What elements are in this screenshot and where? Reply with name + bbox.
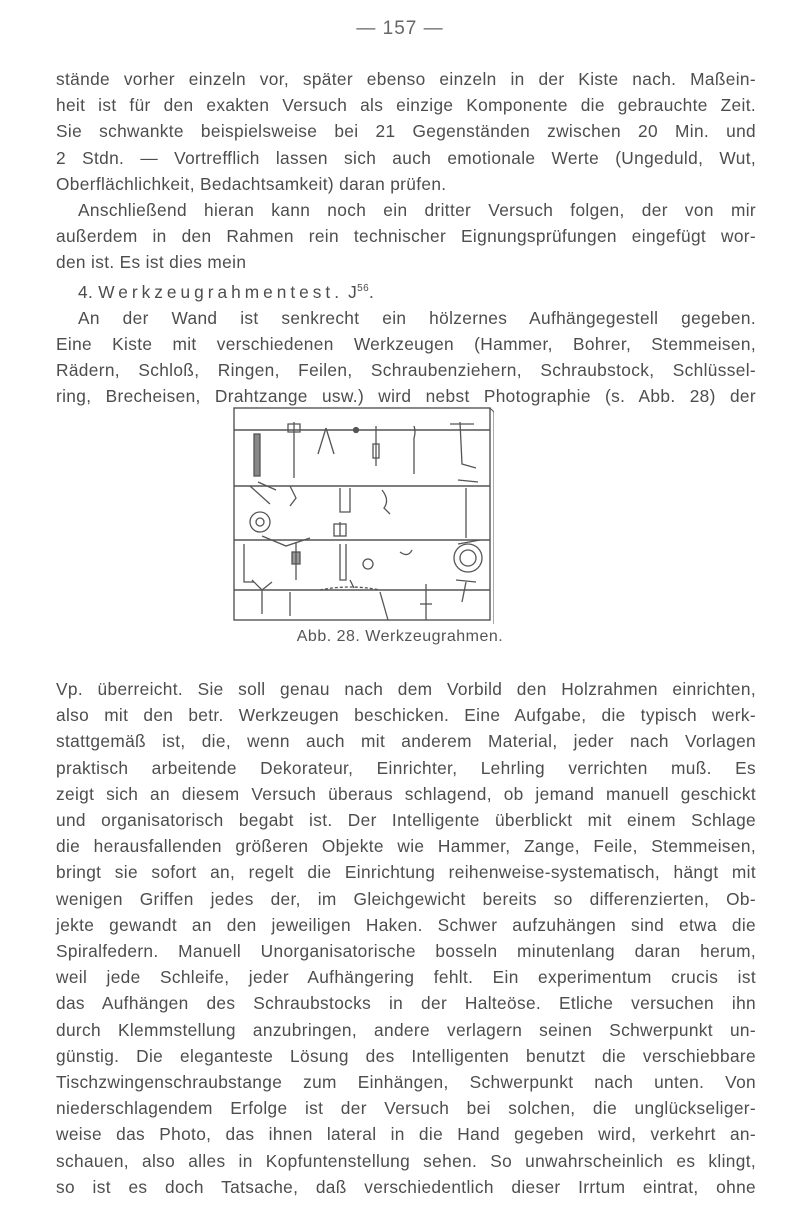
tools-row-3: [244, 536, 482, 582]
tools-row-2: [250, 480, 478, 538]
text-line: 2 Stdn. — Vortrefflich lassen sich auch emotionale Werte (Ungeduld, Wut,: [56, 147, 756, 168]
text-line: stände vorher einzeln vor, später ebenso einzeln in der Kiste nach. Maßein-: [56, 69, 756, 89]
section-title: Werkzeugrahmentest.: [98, 281, 344, 302]
text-line: Sie schwankte beispielsweise bei 21 Gegenständen zwischen 20 Min. und: [56, 121, 756, 142]
figure-caption: Abb. 28. Werkzeugrahmen.: [296, 628, 504, 645]
section-number: 4.: [78, 281, 94, 302]
text-line: also mit den betr. Werkzeugen beschicken. Eine Aufgabe, die typisch werk-: [56, 705, 756, 726]
text-line: bringt sie sofort an, regelt die Einrichtung reihenweise-systematisch, hängt mit: [56, 862, 756, 883]
text-line: An der Wand ist senkrecht ein hölzernes Aufhängegestell gegeben.: [78, 307, 756, 328]
text-line: jekte gewandt an den jeweiligen Haken. Schwer aufzuhängen sind etwa die: [56, 914, 756, 935]
section-reference-end: .: [369, 281, 375, 302]
text-line: Rädern, Schloß, Ringen, Feilen, Schraubenziehern, Schraubstock, Schlüssel-: [56, 360, 756, 380]
text-line: Oberflächlichkeit, Bedachtsamkeit) daran prüfen.: [56, 173, 447, 194]
text-line: heit ist für den exakten Versuch als einzige Komponente die gebrauchte Zeit.: [56, 95, 756, 116]
text-line: weise das Photo, das ihnen lateral in die Hand gegeben wird, verkehrt an-: [56, 1124, 756, 1145]
text-line: und organisatorisch begabt ist. Der Intelligente überblickt mit einem Schlage: [56, 810, 756, 831]
tool-rack-figure: [230, 404, 494, 624]
section-reference-superscript: 56: [357, 282, 369, 294]
text-line: günstig. Die eleganteste Lösung des Intelligenten benutzt die verschiebbare: [56, 1045, 756, 1066]
text-line: Eine Kiste mit verschiedenen Werkzeugen (Hammer, Bohrer, Stemmeisen,: [56, 333, 756, 354]
text-line: schauen, also alles in Kopfuntenstellung sehen. So unwahrscheinlich es klingt,: [56, 1150, 756, 1171]
text-line: Vp. überreicht. Sie soll genau nach dem Vorbild den Holzrahmen einrichten,: [56, 679, 756, 699]
upper-text: [56, 66, 756, 409]
text-line: Anschließend hieran kann noch ein dritter Versuch folgen, der von mir: [78, 200, 756, 221]
section-heading: [56, 276, 756, 305]
tools-row-4: [252, 580, 476, 620]
text-line: durch Klemmstellung anzubringen, andere verlagern seinen Schwerpunkt un-: [56, 1019, 756, 1040]
text-line: zeigt sich an diesem Versuch überaus schlagend, ob jemand manuell geschickt: [56, 783, 756, 804]
rack-frame: [234, 408, 490, 620]
section-reference: J: [348, 281, 358, 302]
text-line: das Aufhängen des Schraubstocks in der Halteöse. Etliche versuchen ihn: [56, 993, 756, 1014]
text-line: die herausfallenden größeren Objekte wie Hammer, Zange, Feile, Stemmeisen,: [56, 836, 756, 857]
text-line: stattgemäß ist, die, wenn auch mit anderem Material, jeder nach Vorlagen: [56, 731, 756, 752]
lower-text: [56, 676, 756, 1200]
text-line: den ist. Es ist dies mein: [56, 252, 247, 273]
page-number: — 157 —: [356, 18, 444, 39]
text-line: wenigen Griffen jedes der, im Gleichgewicht bereits so differenzierten, Ob-: [56, 888, 756, 909]
text-line: ring, Brecheisen, Drahtzange usw.) wird nebst Photographie (s. Abb. 28) der: [56, 386, 756, 407]
text-line: praktisch arbeitende Dekorateur, Einrichter, Lehrling verrichten muß. Es: [56, 757, 756, 778]
text-line: niederschlagendem Erfolge ist der Versuch bei solchen, die unglückseliger-: [56, 1098, 756, 1119]
text-line: so ist es doch Tatsache, daß verschiedentlich dieser Irrtum eintrat, ohne: [56, 1176, 756, 1197]
text-line: weil jede Schleife, jeder Aufhängering fehlt. Ein experimentum crucis ist: [56, 967, 756, 988]
text-line: außerdem in den Rahmen rein technischer Eignungsprüfungen eingefügt wor-: [56, 226, 756, 247]
text-line: Tischzwingenschraubstange zum Einhängen, Schwerpunkt nach unten. Von: [56, 1072, 756, 1093]
text-line: Spiralfedern. Manuell Unorganisatorische bosseln minutenlang daran herum,: [56, 941, 756, 962]
